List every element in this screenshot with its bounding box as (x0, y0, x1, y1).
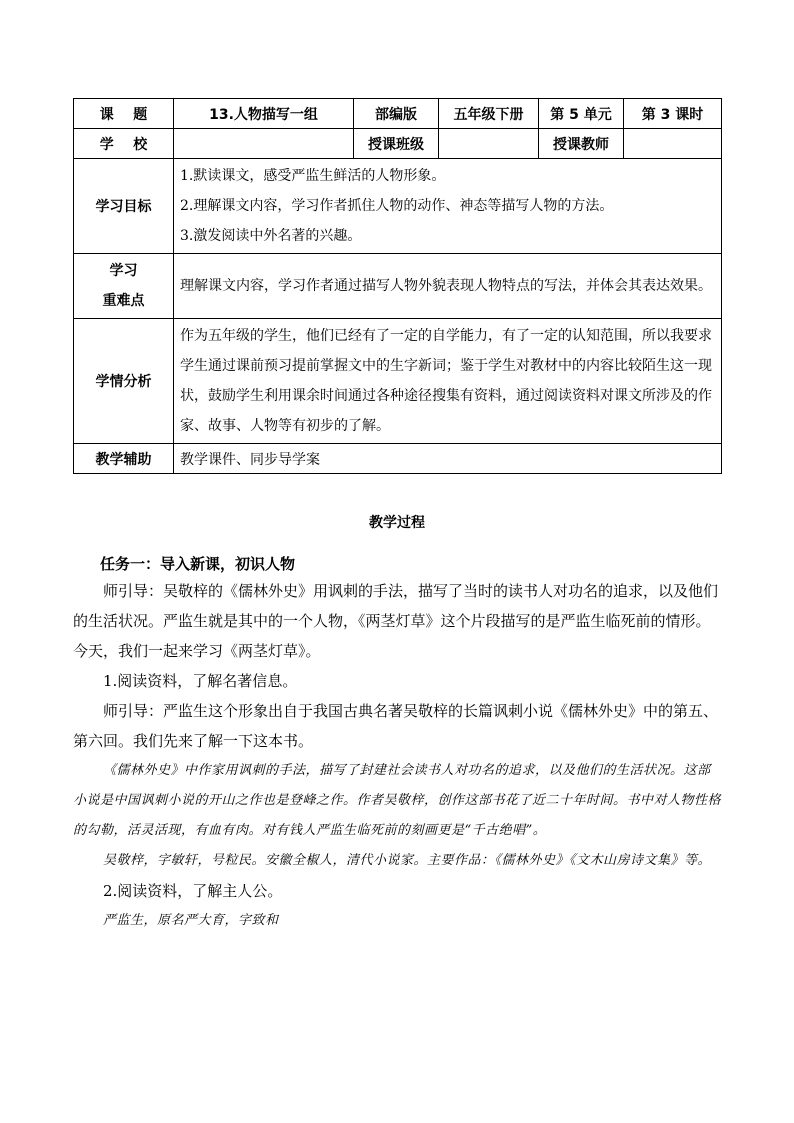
goal-item: 1.默读课文，感受严监生鲜活的人物形象。 (180, 168, 446, 184)
table-row (74, 319, 722, 444)
lesson-info-table (73, 98, 722, 474)
process-title: 教学过程 (369, 515, 425, 531)
class-value (439, 129, 539, 159)
period-cell: 第 3 课时 (624, 99, 722, 129)
task-heading: 任务一：导入新课，初识人物 (100, 555, 296, 573)
goal-item: 2.理解课文内容，学习作者抓住人物的动作、神态等描写人物的方法。 (180, 198, 614, 214)
teacher-label: 授课教师 (539, 129, 624, 159)
step-heading: 1.阅读资料，了解名著信息。 (103, 672, 298, 690)
school-label: 学 校 (74, 129, 174, 159)
quote-paragraph: 吴敬梓，字敏轩，号粒民。安徽全椒人，清代小说家。主要作品：《儒林外史》《文木山房诗文集》等。 (103, 853, 712, 868)
table-row (74, 254, 722, 319)
process-body (73, 576, 721, 936)
class-label: 授课班级 (354, 129, 439, 159)
paragraph: 师引导：吴敬梓的《儒林外史》用讽刺的手法，描写了当时的读书人对功名的追求，以及他们的生活状况。严监生就是其中的一个人物，《两茎灯草》这个片段描写的是严监生临死前的情形。今天，我们一起来学习《两茎灯草》。 (73, 582, 719, 660)
analysis-label: 学情分析 (74, 319, 174, 444)
teacher-value (624, 129, 722, 159)
grade-cell: 五年级下册 (439, 99, 539, 129)
table-row (74, 129, 722, 159)
unit-cell: 第 5 单元 (539, 99, 624, 129)
table-row (74, 99, 722, 129)
difficulty-label: 学习 重难点 (74, 254, 174, 319)
step-heading: 2.阅读资料，了解主人公。 (103, 882, 283, 900)
aids-text: 教学课件、同步导学案 (174, 444, 722, 474)
analysis-text: 作为五年级的学生，他们已经有了一定的自学能力，有了一定的认知范围，所以我要求学生通过课前预习提前掌握文中的生字新词；鉴于学生对教材中的内容比较陌生这一现状，鼓励学生利用课余时间通过各种途径搜集有资料，通过阅读资料对课文所涉及的作家、故事、人物等有初步的了解。 (174, 319, 722, 444)
goal-item: 3.激发阅读中外名著的兴趣。 (180, 228, 362, 244)
goals-label: 学习目标 (74, 159, 174, 254)
table-row (74, 159, 722, 254)
topic-label: 课 题 (74, 99, 174, 129)
table-row (74, 444, 722, 474)
school-value (174, 129, 354, 159)
edition-cell: 部编版 (354, 99, 439, 129)
lesson-title: 13.人物描写一组 (174, 99, 354, 129)
paragraph: 师引导：严监生这个形象出自于我国古典名著吴敬梓的长篇讽刺小说《儒林外史》中的第五、第六回。我们先来了解一下这本书。 (73, 702, 719, 750)
quote-paragraph: 严监生，原名严大育，字致和 (103, 913, 279, 928)
quote-paragraph: 《儒林外史》中作家用讽刺的手法，描写了封建社会读书人对功名的追求，以及他们的生活状况。这部小说是中国讽刺小说的开山之作也是登峰之作。作者吴敬梓，创作这部书花了近二十年时间。书中对人物性格的勾勒，活灵活现，有血有肉。对有钱人严监生临死前的刻画更是“千古绝唱”。 (73, 763, 722, 838)
difficulty-text: 理解课文内容，学习作者通过描写人物外貌表现人物特点的写法，并体会其表达效果。 (174, 254, 722, 319)
goals-list (174, 159, 722, 254)
aids-label: 教学辅助 (74, 444, 174, 474)
